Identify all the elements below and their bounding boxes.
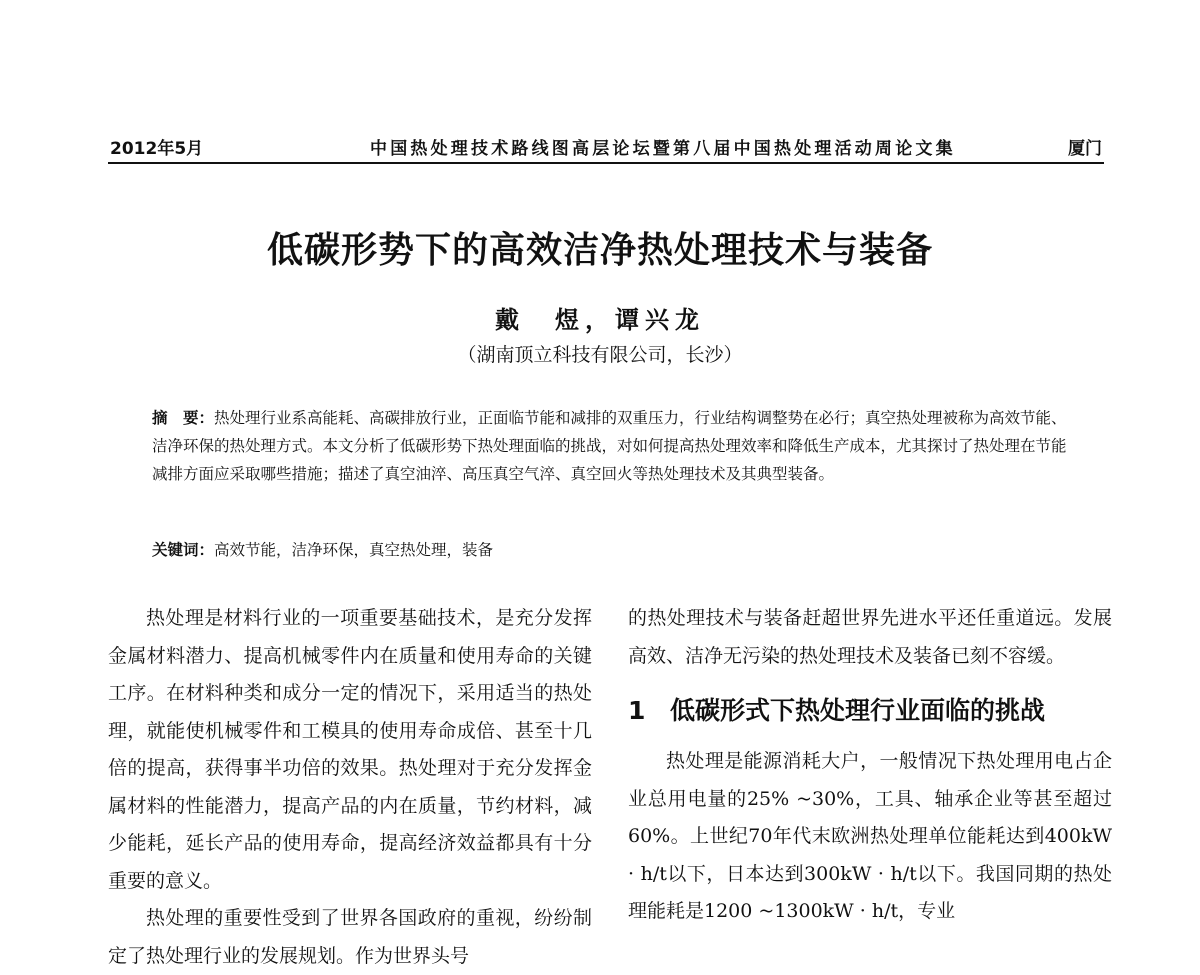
left-column <box>108 600 592 975</box>
right-paragraph-2: 热处理是能源消耗大户，一般情况下热处理用电占企业总用电量的25% ~30%，工具、轴承企业等甚至超过60%。上世纪70年代末欧洲热处理单位能耗达到400kW · h/t以下，日本达到300kW · h/t以下。我国同期的热处理能耗是1200 ~1300kW · h/t，专业 <box>628 750 1112 922</box>
abstract-text: 热处理行业系高能耗、高碳排放行业，正面临节能和减排的双重压力，行业结构调整势在必行；真空热处理被称为高效节能、洁净环保的热处理方式。本文分析了低碳形势下热处理面临的挑战，对如何提高热处理效率和降低生产成本，尤其探讨了热处理在节能减排方面应采取哪些措施；描述了真空油淬、高压真空气淬、真空回火等热处理技术及其典型装备。 <box>152 409 1067 483</box>
header-city: 厦门 <box>1068 139 1102 159</box>
paper-authors: 戴 煜，谭兴龙 <box>495 305 705 334</box>
keywords <box>152 536 1072 564</box>
abstract-label: 摘 要： <box>152 409 215 427</box>
keywords-text: 高效节能，洁净环保，真空热处理，装备 <box>214 541 494 559</box>
section-number: 1 <box>628 696 646 725</box>
abstract <box>152 404 1072 488</box>
section-title: 低碳形式下热处理行业面临的挑战 <box>670 696 1046 725</box>
right-column <box>628 600 1112 931</box>
header-date: 2012年5月 <box>110 139 204 159</box>
section-heading <box>628 691 1112 731</box>
left-paragraph-1: 热处理是材料行业的一项重要基础技术，是充分发挥金属材料潜力、提高机械零件内在质量和使用寿命的关键工序。在材料种类和成分一定的情况下，采用适当的热处理，就能使机械零件和工模具的使用寿命成倍、甚至十几倍的提高，获得事半功倍的效果。热处理对于充分发挥金属材料的性能潜力，提高产品的内在质量，节约材料，减少能耗，延长产品的使用寿命，提高经济效益都具有十分重要的意义。 <box>108 607 592 892</box>
paper-title: 低碳形势下的高效洁净热处理技术与装备 <box>266 229 933 271</box>
keywords-label: 关键词： <box>152 541 215 559</box>
author-affiliation: （湖南顶立科技有限公司，长沙） <box>457 344 743 366</box>
header-proceedings: 中国热处理技术路线图高层论坛暨第八届中国热处理活动周论文集 <box>370 139 956 159</box>
right-paragraph-1: 的热处理技术与装备赶超世界先进水平还任重道远。发展高效、洁净无污染的热处理技术及装备已刻不容缓。 <box>628 607 1112 667</box>
left-paragraph-2: 热处理的重要性受到了世界各国政府的重视，纷纷制定了热处理行业的发展规划。作为世界头号 <box>108 907 592 967</box>
running-header <box>108 128 1104 164</box>
